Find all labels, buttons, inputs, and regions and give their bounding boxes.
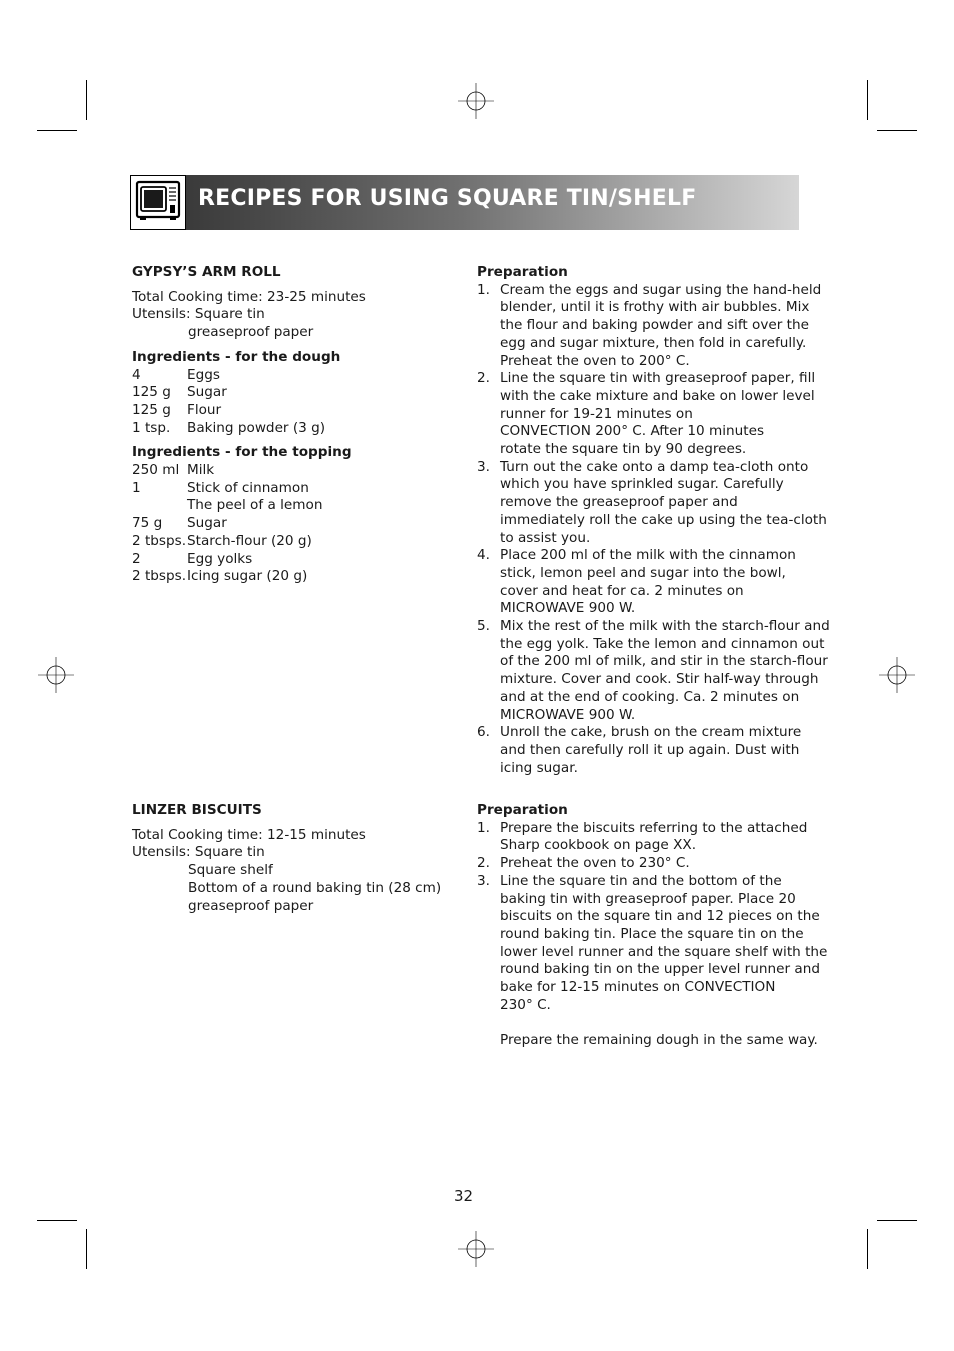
step-line: of the 200 ml of milk, and stir in the starch-flour: [500, 653, 828, 670]
step-text: [500, 370, 815, 459]
spacer: [132, 342, 452, 349]
step-line: the flour and baking powder and sift over the: [500, 317, 809, 334]
ingredient-quantity: 2: [132, 550, 141, 567]
utensil-list: [132, 862, 452, 915]
step-line: egg and sugar mixture, then fold in carefully.: [500, 334, 807, 351]
ingredient-name: Starch-flour (20 g): [187, 532, 312, 549]
ingredient-quantity: 1 tsp.: [132, 419, 171, 436]
step-item: [477, 547, 807, 618]
step-list: [477, 281, 830, 778]
step-line: baking tin with greaseproof paper. Place 20: [500, 890, 796, 907]
step-number: 6.: [477, 724, 490, 741]
ingredient-row: [132, 384, 452, 402]
ingredient-quantity: 75 g: [132, 515, 163, 532]
ingredients-heading: Ingredients - for the dough: [132, 348, 341, 365]
page-title: RECIPES FOR USING SQUARE TIN/SHELF: [198, 186, 697, 211]
microwave-icon: [131, 176, 185, 229]
ingredient-row: [132, 402, 452, 420]
step-line: Unroll the cake, brush on the cream mixture: [500, 724, 802, 741]
ingredient-quantity: [132, 497, 187, 515]
step-number: 2.: [477, 370, 490, 387]
ingredient-row: [132, 515, 452, 533]
crop-mark: [37, 130, 77, 131]
step-line: runner for 19-21 minutes on: [500, 405, 693, 422]
utensil-item: Square shelf: [188, 862, 273, 879]
ingredients-heading: Ingredients - for the topping: [132, 444, 352, 461]
ingredient-name: Icing sugar (20 g): [187, 568, 308, 585]
utensils: Utensils: Square tin: [132, 844, 265, 861]
step-line: Preheat the oven to 200° C.: [500, 352, 690, 369]
step-line: stick, lemon peel and sugar into the bowl,: [500, 564, 786, 581]
step-item: [477, 281, 822, 371]
step-line: and then carefully roll it up again. Dust with: [500, 741, 800, 758]
ingredient-quantity: 4: [132, 366, 141, 383]
step-line: MICROWAVE 900 W.: [500, 600, 636, 617]
step-list: [477, 819, 828, 1015]
ingredient-row: [132, 480, 452, 498]
page-number: 32: [454, 1187, 474, 1205]
step-number: 4.: [477, 547, 490, 564]
step-text: [500, 459, 827, 548]
ingredient-name: Baking powder (3 g): [187, 419, 326, 436]
preparation-heading: Preparation: [477, 264, 568, 280]
preparation-heading: Preparation: [477, 802, 568, 818]
step-item: [477, 872, 828, 1015]
step-line: blender, until it is frothy with air bubbles. Mix: [500, 299, 810, 316]
gypsy-preparation: [477, 264, 830, 777]
ingredient-name: Sugar: [187, 515, 227, 532]
linzer-preparation: [477, 802, 828, 1050]
step-line: Prepare the biscuits referring to the attached: [500, 819, 808, 836]
ingredient-row: [132, 497, 452, 515]
recipe-title: LINZER BISCUITS: [132, 802, 262, 818]
spacer: [132, 437, 452, 444]
step-text: [500, 282, 821, 371]
registration-mark-icon: [458, 1231, 494, 1267]
ingredient-row: [132, 568, 452, 586]
step-line: immediately roll the cake up using the tea-cloth: [500, 511, 827, 528]
step-text: [500, 855, 690, 873]
step-line: the egg yolk. Take the lemon and cinnamon out: [500, 635, 825, 652]
ingredient-quantity: 2 tbsps.: [132, 532, 187, 549]
ingredient-name: Milk: [187, 462, 215, 479]
step-line: 230° C.: [500, 996, 551, 1013]
utensil-item: Bottom of a round baking tin (28 cm): [188, 879, 442, 896]
step-line: CONVECTION 200° C. After 10 minutes: [500, 423, 765, 440]
step-number: 1.: [477, 819, 490, 836]
step-line: to assist you.: [500, 529, 591, 546]
step-text: [500, 724, 801, 777]
closing-note: Prepare the remaining dough in the same way.: [500, 1032, 818, 1049]
gypsy-ingredients: [132, 264, 452, 586]
step-line: bake for 12-15 minutes on CONVECTION: [500, 979, 776, 996]
step-number: 1.: [477, 281, 490, 298]
crop-mark: [867, 1229, 868, 1269]
step-line: Place 200 ml of the milk with the cinnamon: [500, 547, 796, 564]
ingredient-row: [132, 420, 452, 438]
step-item: [477, 618, 830, 724]
step-line: lower level runner and the square shelf with the: [500, 943, 828, 960]
cooking-time: Total Cooking time: 23-25 minutes: [132, 288, 366, 305]
ingredient-row: [132, 551, 452, 569]
step-line: Mix the rest of the milk with the starch-flour and: [500, 618, 830, 635]
step-line: MICROWAVE 900 W.: [500, 706, 636, 723]
crop-mark: [867, 80, 868, 120]
crop-mark: [37, 1220, 77, 1221]
step-number: 2.: [477, 855, 490, 872]
step-line: and at the end of cooking. Ca. 2 minutes on: [500, 688, 800, 705]
header-bar: [186, 175, 799, 230]
linzer-ingredients: [132, 802, 452, 915]
crop-mark: [86, 1229, 87, 1269]
ingredient-name: Stick of cinnamon: [187, 479, 309, 496]
ingredient-name: Egg yolks: [187, 550, 253, 567]
step-line: mixture. Cover and cook. Stir half-way through: [500, 671, 819, 688]
step-line: Preheat the oven to 230° C.: [500, 855, 690, 872]
spacer: [132, 282, 452, 289]
ingredient-name: Eggs: [187, 366, 220, 383]
ingredient-list: [132, 462, 452, 586]
utensil-item: greaseproof paper: [188, 897, 314, 914]
crop-mark: [877, 130, 917, 131]
step-line: Line the square tin with greaseproof paper, fill: [500, 370, 816, 387]
utensils: Utensils: Square tin: [132, 306, 265, 323]
ingredient-quantity: 250 ml: [132, 462, 180, 479]
step-line: biscuits on the square tin and 12 pieces on the: [500, 908, 820, 925]
step-text: [500, 547, 796, 618]
spacer: [132, 820, 452, 827]
spacer: [477, 1014, 807, 1032]
step-line: rotate the square tin by 90 degrees.: [500, 441, 747, 458]
ingredient-quantity: 2 tbsps.: [132, 568, 187, 585]
ingredient-quantity: 125 g: [132, 384, 171, 401]
step-line: Cream the eggs and sugar using the hand-held: [500, 281, 822, 298]
step-text: [500, 873, 827, 1015]
ingredient-name: Flour: [187, 401, 222, 418]
crop-mark: [86, 80, 87, 120]
step-text: [500, 618, 830, 724]
registration-mark-icon: [38, 657, 74, 693]
ingredient-quantity: 125 g: [132, 401, 171, 418]
utensil-item: greaseproof paper: [188, 324, 314, 341]
cooking-time: Total Cooking time: 12-15 minutes: [132, 826, 366, 843]
step-item: [477, 458, 827, 548]
step-line: which you have sprinkled sugar. Carefully: [500, 476, 784, 493]
ingredient-quantity: 1: [132, 479, 141, 496]
step-line: round baking tin on the upper level runner and: [500, 961, 820, 978]
step-line: with the cake mixture and bake on lower level: [500, 387, 815, 404]
ingredient-row: [132, 533, 452, 551]
recipe-title: GYPSY’S ARM ROLL: [132, 264, 281, 280]
registration-mark-icon: [879, 657, 915, 693]
step-line: remove the greaseproof paper and: [500, 494, 738, 511]
step-line: Sharp cookbook on page XX.: [500, 837, 697, 854]
step-line: Line the square tin and the bottom of the: [500, 872, 782, 889]
step-line: Turn out the cake onto a damp tea-cloth onto: [500, 458, 809, 475]
step-number: 3.: [477, 872, 490, 889]
ingredient-list: [132, 367, 452, 438]
step-item: [477, 370, 816, 459]
step-item: [477, 855, 807, 873]
step-item: [477, 724, 807, 777]
ingredient-name: Sugar: [187, 384, 227, 401]
ingredient-row: [132, 367, 452, 385]
step-item: [477, 820, 807, 855]
section-header: [130, 175, 799, 230]
registration-mark-icon: [458, 83, 494, 119]
step-number: 5.: [477, 618, 490, 635]
step-text: [500, 820, 807, 855]
header-icon-box: [130, 175, 186, 230]
step-line: icing sugar.: [500, 759, 578, 776]
step-line: round baking tin. Place the square tin on the: [500, 925, 804, 942]
crop-mark: [877, 1220, 917, 1221]
step-number: 3.: [477, 458, 490, 475]
step-line: cover and heat for ca. 2 minutes on: [500, 582, 744, 599]
ingredient-name: The peel of a lemon: [187, 497, 323, 514]
ingredient-row: [132, 462, 452, 480]
